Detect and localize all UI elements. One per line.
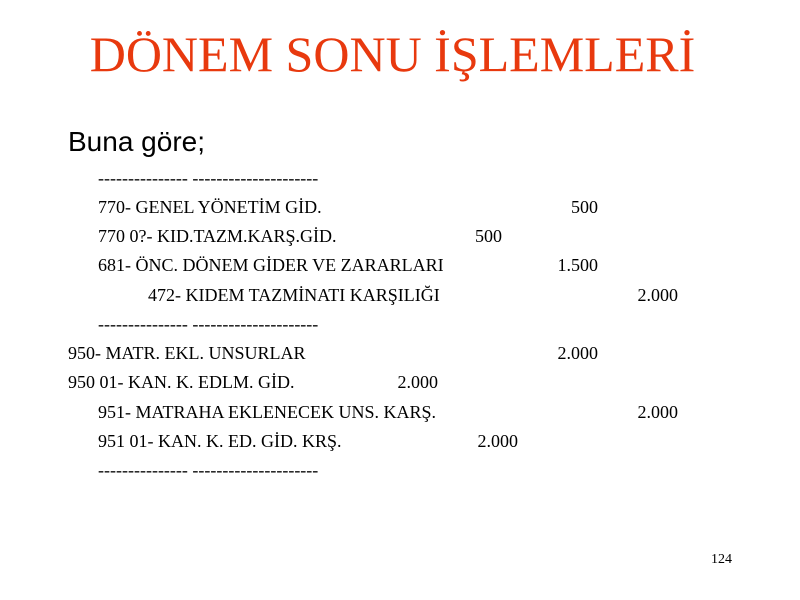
account-label: 770 0?- KID.TAZM.KARŞ.GİD. [98, 226, 337, 246]
page-number: 124 [711, 552, 732, 567]
slide-title: DÖNEM SONU İŞLEMLERİ [89, 26, 696, 82]
journal-row [0, 370, 800, 394]
account-label: 472- KIDEM TAZMİNATI KARŞILIĞI [148, 285, 440, 305]
amount-value: 500 [475, 226, 502, 246]
amount-value: 2.000 [637, 402, 678, 422]
amount-value: 2.000 [477, 431, 518, 451]
account-label: 950 01- KAN. K. EDLM. GİD. [68, 372, 295, 392]
journal-row [0, 224, 800, 248]
account-label: 681- ÖNC. DÖNEM GİDER VE ZARARLARI [98, 255, 444, 275]
journal-row [0, 195, 800, 219]
journal-row [0, 341, 800, 365]
journal-row [0, 429, 800, 453]
account-label: 770- GENEL YÖNETİM GİD. [98, 197, 322, 217]
account-label: 950- MATR. EKL. UNSURLAR [68, 343, 306, 363]
journal-row [0, 253, 800, 277]
amount-value: 500 [571, 197, 598, 217]
amount-value: 2.000 [557, 343, 598, 363]
account-label: 951 01- KAN. K. ED. GİD. KRŞ. [98, 431, 342, 451]
amount-value: 1.500 [557, 255, 598, 275]
separator-line: --------------- --------------------- [98, 314, 319, 334]
amount-value: 2.000 [637, 285, 678, 305]
journal-row [0, 283, 800, 307]
separator-line: --------------- --------------------- [98, 168, 319, 188]
intro-text: Buna göre; [68, 126, 205, 157]
account-label: 951- MATRAHA EKLENECEK UNS. KARŞ. [98, 402, 437, 422]
separator-line: --------------- --------------------- [98, 460, 319, 480]
journal-row [0, 400, 800, 424]
amount-value: 2.000 [397, 372, 438, 392]
